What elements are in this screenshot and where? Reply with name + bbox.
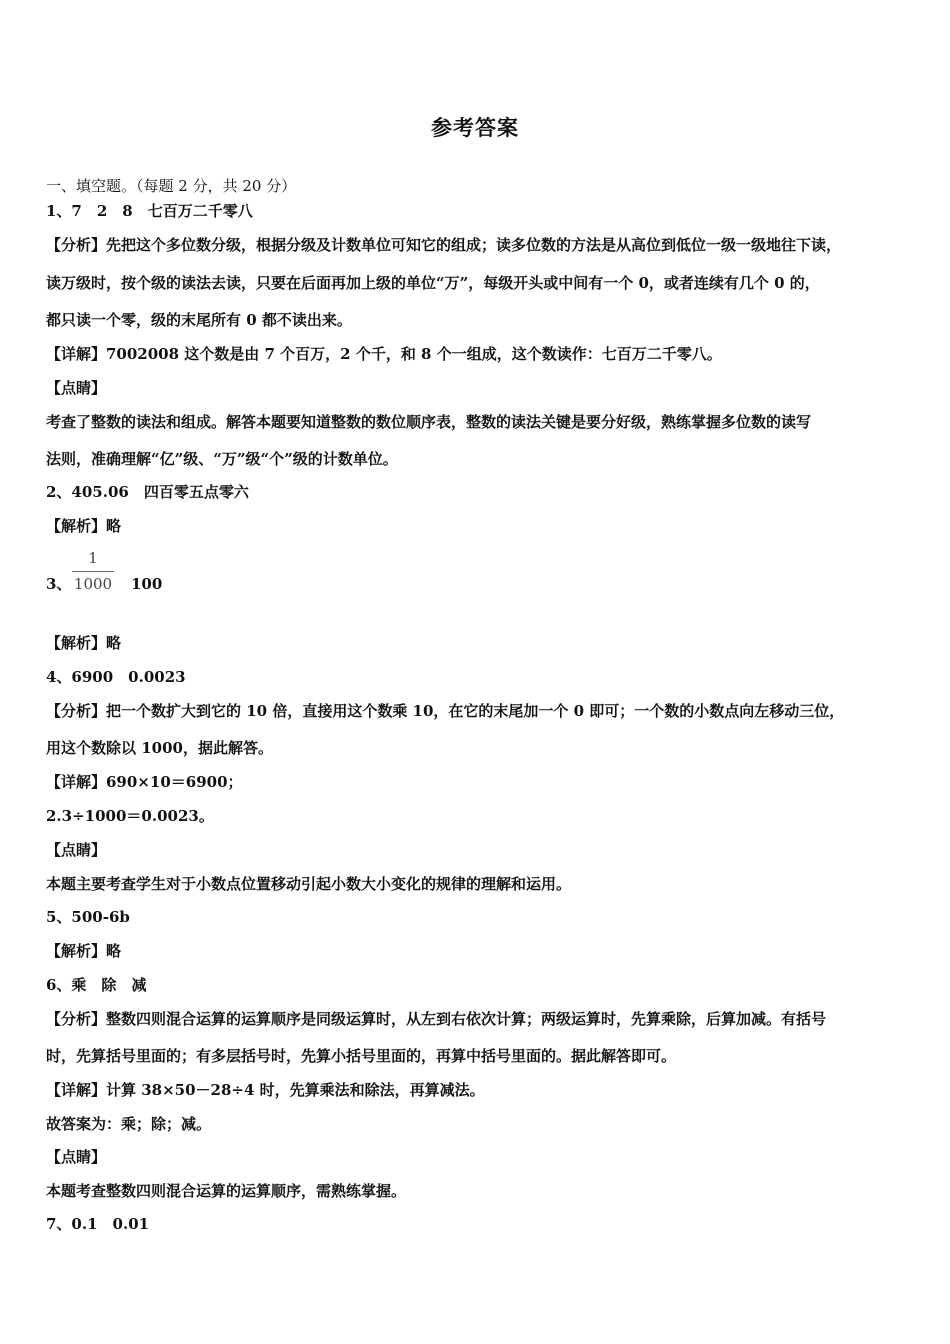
q3-explanation: 【解析】略: [46, 634, 122, 652]
q6-final-answer: 故答案为：乘；除；减。: [46, 1115, 212, 1133]
q4-comment-label: 【点睛】: [46, 841, 107, 859]
q4-detail-line-1: 【详解】690×10＝6900；: [46, 773, 243, 791]
q1-analysis-line-3: 都只读一个零，级的末尾所有 0 都不读出来。: [46, 311, 352, 329]
q1-comment-line-1: 考查了整数的读法和组成。解答本题要知道整数的数位顺序表，整数的读法关键是要分好级，熟练掌握多位数的读写: [46, 413, 812, 431]
q3-label: 3、: [46, 575, 72, 593]
q2-explanation: 【解析】略: [46, 517, 122, 535]
q5-answer: 5、500-6b: [46, 908, 130, 926]
q1-analysis-line-2: 读万级时，按个级的读法去读，只要在后面再加上级的单位“万”，每级开头或中间有一个 0，或者连续有几个 0 的，: [46, 274, 820, 292]
q4-analysis-line-1: 【分析】把一个数扩大到它的 10 倍，直接用这个数乘 10，在它的末尾加一个 0 即可；一个数的小数点向左移动三位，: [46, 702, 845, 720]
q4-comment-line-1: 本题主要考查学生对于小数点位置移动引起小数大小变化的规律的理解和运用。: [46, 875, 572, 893]
q1-comment-line-2: 法则，准确理解“亿”级、“万”级“个”级的计数单位。: [46, 450, 398, 468]
q6-comment-line-1: 本题考查整数四则混合运算的运算顺序，需熟练掌握。: [46, 1182, 407, 1200]
q3-fraction: [70, 548, 116, 593]
q4-detail-line-2: 2.3÷1000＝0.0023。: [46, 807, 214, 825]
q6-analysis-line-2: 时，先算括号里面的；有多层括号时，先算小括号里面的，再算中括号里面的。据此解答即可。: [46, 1047, 677, 1065]
q4-analysis-line-2: 用这个数除以 1000，据此解答。: [46, 739, 273, 757]
q7-answer: 7、0.1 0.01: [46, 1215, 150, 1233]
section-heading: 一、填空题。（每题 2 分，共 20 分）: [46, 177, 297, 195]
q1-detail: 【详解】7002008 这个数是由 7 个百万，2 个千，和 8 个一组成，这个数读作：七百万二千零八。: [46, 345, 722, 363]
q6-analysis-line-1: 【分析】整数四则混合运算的运算顺序是同级运算时，从左到右依次计算；两级运算时，先算乘除，后算加减。有括号: [46, 1010, 827, 1028]
q3-answer: 100: [131, 575, 163, 593]
q6-comment-label: 【点睛】: [46, 1148, 107, 1166]
q1-answer: 1、7 2 8 七百万二千零八: [46, 202, 253, 220]
q3-fraction-numerator: 1: [88, 549, 98, 567]
fraction-bar: [72, 571, 114, 572]
q6-detail: 【详解】计算 38×50－28÷4 时，先算乘法和除法，再算减法。: [46, 1081, 485, 1099]
q5-explanation: 【解析】略: [46, 942, 122, 960]
q2-answer: 2、405.06 四百零五点零六: [46, 483, 249, 501]
q3-fraction-denominator: 1000: [73, 575, 113, 593]
q6-answer: 6、乘 除 减: [46, 976, 147, 994]
page-title: 参考答案: [431, 115, 519, 140]
q1-comment-label: 【点睛】: [46, 379, 107, 397]
q1-analysis-line-1: 【分析】先把这个多位数分级，根据分级及计数单位可知它的组成；读多位数的方法是从高位到低位一级一级地往下读，: [46, 236, 842, 254]
q4-answer: 4、6900 0.0023: [46, 668, 186, 686]
